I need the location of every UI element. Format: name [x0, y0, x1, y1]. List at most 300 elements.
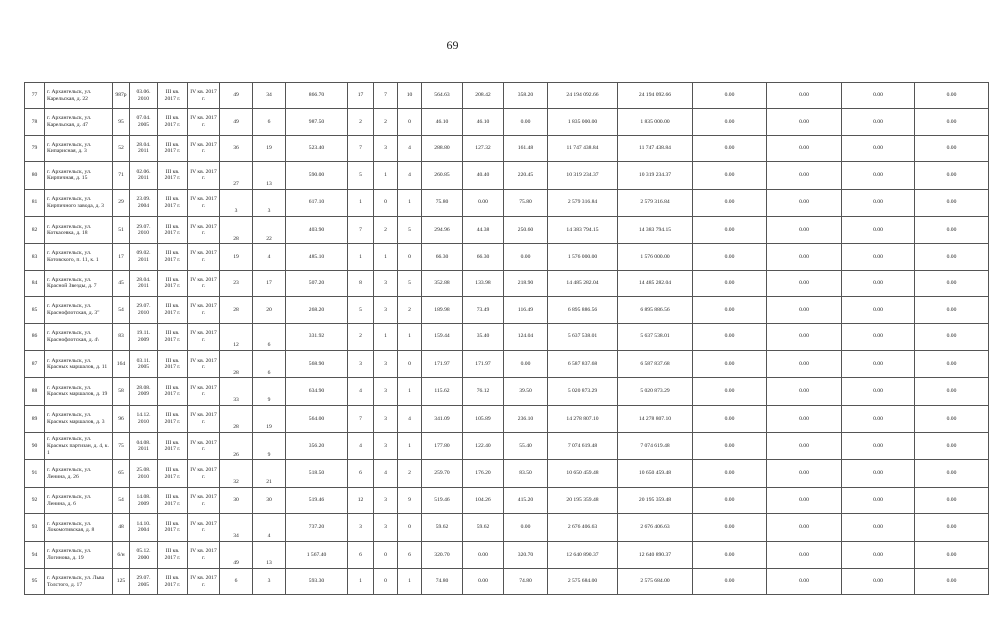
cell-date: 28.04. 2011	[130, 270, 158, 296]
cell-a2: 44.38	[463, 216, 504, 243]
cell-v2: 30	[253, 487, 286, 513]
table-row	[25, 135, 989, 161]
cell-a2: 35.40	[463, 323, 504, 350]
cell-z4: 0.00	[915, 569, 989, 595]
cell-r3: 6	[398, 541, 422, 568]
cell-a1: 288.80	[422, 135, 463, 161]
cell-a3: 74.80	[504, 569, 548, 595]
cell-z2: 0.00	[767, 514, 842, 541]
cell-z1: 0.00	[693, 244, 767, 270]
cell-v2: 22	[253, 216, 286, 243]
cell-z1: 0.00	[693, 405, 767, 432]
cell-r3: 1	[398, 378, 422, 405]
cell-r1: 4	[348, 433, 374, 460]
cell-q1: III кв. 2017 г.	[158, 216, 188, 243]
cell-v2: 6	[253, 323, 286, 350]
cell-s1: 6 587 837.68	[548, 350, 618, 377]
cell-z2: 0.00	[767, 109, 842, 135]
cell-n: 78	[25, 109, 45, 135]
cell-a1: 46.10	[422, 109, 463, 135]
cell-n: 93	[25, 514, 45, 541]
table-row	[25, 162, 989, 189]
cell-a3: 39.50	[504, 378, 548, 405]
cell-z4: 0.00	[915, 541, 989, 568]
cell-addr: г. Архангельск, ул. Льва Толстого, д. 17	[45, 569, 113, 595]
cell-a2: 105.89	[463, 405, 504, 432]
cell-q1: III кв. 2017 г.	[158, 433, 188, 460]
cell-s1: 2 575 684.00	[548, 569, 618, 595]
cell-n: 89	[25, 405, 45, 432]
cell-c3: 987р	[113, 83, 130, 109]
cell-q1: III кв. 2017 г.	[158, 487, 188, 513]
cell-s1: 10 650 459.48	[548, 460, 618, 487]
cell-c3: 58	[113, 378, 130, 405]
cell-addr: г. Архангельск, ул. Котовского, п. 11, к. 1	[45, 244, 113, 270]
cell-r3: 1	[398, 569, 422, 595]
cell-z1: 0.00	[693, 270, 767, 296]
cell-r1: 7	[348, 216, 374, 243]
cell-z3: 0.00	[842, 405, 915, 432]
cell-q1: III кв. 2017 г.	[158, 569, 188, 595]
cell-q2: IV кв. 2017 г.	[188, 433, 220, 460]
cell-r1: 7	[348, 135, 374, 161]
cell-area: 568.90	[286, 350, 348, 377]
cell-z4: 0.00	[915, 135, 989, 161]
cell-area: 617.10	[286, 189, 348, 216]
cell-c3: 54	[113, 297, 130, 323]
cell-a3: 218.90	[504, 270, 548, 296]
cell-c3: 164	[113, 350, 130, 377]
cell-a2: 0.00	[463, 569, 504, 595]
table-row	[25, 270, 989, 296]
cell-r2: 1	[374, 162, 398, 189]
cell-s2: 6 895 886.56	[618, 297, 693, 323]
cell-r2: 4	[374, 460, 398, 487]
cell-addr: г. Архангельск, ул. Красных маршалов, д. 11	[45, 350, 113, 377]
cell-r1: 1	[348, 569, 374, 595]
cell-s2: 2 676 406.63	[618, 514, 693, 541]
cell-s2: 24 194 092.66	[618, 83, 693, 109]
cell-z4: 0.00	[915, 460, 989, 487]
cell-addr: г. Архангельск, ул. Ленина, д. 6	[45, 487, 113, 513]
cell-q2: IV кв. 2017 г.	[188, 541, 220, 568]
cell-a1: 260.85	[422, 162, 463, 189]
cell-z3: 0.00	[842, 433, 915, 460]
cell-c3: 48	[113, 514, 130, 541]
cell-z3: 0.00	[842, 270, 915, 296]
cell-r1: 6	[348, 541, 374, 568]
cell-z4: 0.00	[915, 216, 989, 243]
cell-z3: 0.00	[842, 162, 915, 189]
cell-q2: IV кв. 2017 г.	[188, 460, 220, 487]
cell-r3: 0	[398, 244, 422, 270]
cell-addr: г. Архангельск, ул. Красных маршалов, д. 19	[45, 378, 113, 405]
cell-z2: 0.00	[767, 162, 842, 189]
cell-a2: 46.10	[463, 109, 504, 135]
cell-q1: III кв. 2017 г.	[158, 460, 188, 487]
cell-r2: 3	[374, 350, 398, 377]
cell-c3: 51	[113, 216, 130, 243]
table-row	[25, 487, 989, 513]
cell-c3: 29	[113, 189, 130, 216]
cell-r3: 5	[398, 216, 422, 243]
cell-r2: 3	[374, 487, 398, 513]
cell-s1: 2 579 316.84	[548, 189, 618, 216]
table-row	[25, 297, 989, 323]
cell-a3: 0.00	[504, 109, 548, 135]
cell-s1: 12 640 890.37	[548, 541, 618, 568]
cell-s2: 5 637 538.01	[618, 323, 693, 350]
cell-z3: 0.00	[842, 83, 915, 109]
cell-r3: 5	[398, 270, 422, 296]
cell-s2: 6 587 837.68	[618, 350, 693, 377]
cell-s1: 6 895 886.56	[548, 297, 618, 323]
cell-r3: 4	[398, 405, 422, 432]
cell-a1: 259.70	[422, 460, 463, 487]
cell-v1: 3	[220, 189, 253, 216]
table-row	[25, 323, 989, 350]
cell-q2: IV кв. 2017 г.	[188, 83, 220, 109]
cell-area: 485.10	[286, 244, 348, 270]
cell-z3: 0.00	[842, 244, 915, 270]
cell-q1: III кв. 2017 г.	[158, 270, 188, 296]
cell-q2: IV кв. 2017 г.	[188, 323, 220, 350]
cell-addr: г. Архангельск, ул. Красных партизан, д. 4, к. 1	[45, 433, 113, 460]
cell-a3: 250.60	[504, 216, 548, 243]
cell-s2: 11 747 438.84	[618, 135, 693, 161]
cell-z1: 0.00	[693, 297, 767, 323]
cell-area: 507.20	[286, 270, 348, 296]
cell-q2: IV кв. 2017 г.	[188, 189, 220, 216]
cell-q1: III кв. 2017 г.	[158, 323, 188, 350]
cell-z2: 0.00	[767, 189, 842, 216]
cell-s1: 14 383 794.15	[548, 216, 618, 243]
cell-v2: 13	[253, 541, 286, 568]
cell-z1: 0.00	[693, 83, 767, 109]
cell-z2: 0.00	[767, 433, 842, 460]
cell-date: 14.10. 2004	[130, 514, 158, 541]
cell-z3: 0.00	[842, 487, 915, 513]
cell-a3: 55.40	[504, 433, 548, 460]
cell-q1: III кв. 2017 г.	[158, 244, 188, 270]
cell-v2: 9	[253, 378, 286, 405]
cell-z1: 0.00	[693, 541, 767, 568]
cell-a1: 352.88	[422, 270, 463, 296]
table-row	[25, 514, 989, 541]
cell-addr: г. Архангельск, ул. Ленина, д. 26	[45, 460, 113, 487]
cell-r3: 4	[398, 162, 422, 189]
cell-s1: 7 074 619.48	[548, 433, 618, 460]
cell-a2: 59.62	[463, 514, 504, 541]
cell-v2: 4	[253, 244, 286, 270]
cell-c3: 71	[113, 162, 130, 189]
cell-q2: IV кв. 2017 г.	[188, 162, 220, 189]
cell-r2: 0	[374, 569, 398, 595]
cell-a1: 294.96	[422, 216, 463, 243]
cell-addr: г. Архангельск, ул. Красных маршалов, д. 3	[45, 405, 113, 432]
cell-a1: 189.98	[422, 297, 463, 323]
cell-c3: 75	[113, 433, 130, 460]
table-row	[25, 460, 989, 487]
cell-a2: 76.12	[463, 378, 504, 405]
cell-addr: г. Архангельск, ул. Кирпичного завода, д. 3	[45, 189, 113, 216]
table-row	[25, 189, 989, 216]
cell-s1: 5 020 873.29	[548, 378, 618, 405]
cell-a2: 0.00	[463, 189, 504, 216]
cell-addr: г. Архангельск, ул. Кипарисная, д. 3	[45, 135, 113, 161]
cell-q2: IV кв. 2017 г.	[188, 405, 220, 432]
cell-z4: 0.00	[915, 189, 989, 216]
cell-date: 14.08. 2009	[130, 487, 158, 513]
cell-z4: 0.00	[915, 83, 989, 109]
cell-s1: 10 319 234.37	[548, 162, 618, 189]
cell-a1: 519.46	[422, 487, 463, 513]
cell-z2: 0.00	[767, 405, 842, 432]
cell-area: 634.90	[286, 378, 348, 405]
cell-a3: 83.50	[504, 460, 548, 487]
cell-r1: 17	[348, 83, 374, 109]
cell-date: 07.04. 2005	[130, 109, 158, 135]
cell-v2: 6	[253, 109, 286, 135]
cell-addr: г. Архангельск, ул. Карельская, д. 47	[45, 109, 113, 135]
cell-date: 19.11. 2009	[130, 323, 158, 350]
cell-r1: 1	[348, 189, 374, 216]
cell-q1: III кв. 2017 г.	[158, 297, 188, 323]
table-row	[25, 350, 989, 377]
cell-a3: 220.45	[504, 162, 548, 189]
cell-area: 331.92	[286, 323, 348, 350]
cell-r2: 3	[374, 433, 398, 460]
cell-a2: 0.00	[463, 541, 504, 568]
cell-a2: 66.30	[463, 244, 504, 270]
cell-s2: 5 020 873.29	[618, 378, 693, 405]
cell-r3: 1	[398, 433, 422, 460]
cell-v2: 13	[253, 162, 286, 189]
cell-r2: 3	[374, 378, 398, 405]
cell-s1: 5 637 538.01	[548, 323, 618, 350]
cell-date: 05.12. 2000	[130, 541, 158, 568]
cell-r2: 0	[374, 541, 398, 568]
cell-a2: 133.98	[463, 270, 504, 296]
cell-z3: 0.00	[842, 189, 915, 216]
cell-a1: 66.30	[422, 244, 463, 270]
cell-q2: IV кв. 2017 г.	[188, 487, 220, 513]
table-row	[25, 405, 989, 432]
cell-v1: 28	[220, 405, 253, 432]
cell-z2: 0.00	[767, 83, 842, 109]
cell-r1: 7	[348, 405, 374, 432]
cell-addr: г. Архангельск, ул. Краснофлотская, д. 4\	[45, 323, 113, 350]
cell-date: 29.07. 2005	[130, 569, 158, 595]
cell-r2: 2	[374, 216, 398, 243]
cell-n: 77	[25, 83, 45, 109]
cell-q1: III кв. 2017 г.	[158, 189, 188, 216]
cell-s2: 10 650 459.48	[618, 460, 693, 487]
cell-z3: 0.00	[842, 297, 915, 323]
cell-s2: 1 576 000.00	[618, 244, 693, 270]
cell-s2: 1 835 000.00	[618, 109, 693, 135]
cell-r2: 3	[374, 514, 398, 541]
cell-r2: 3	[374, 297, 398, 323]
cell-z4: 0.00	[915, 514, 989, 541]
cell-a1: 564.63	[422, 83, 463, 109]
cell-r3: 1	[398, 189, 422, 216]
cell-r3: 4	[398, 135, 422, 161]
cell-z3: 0.00	[842, 323, 915, 350]
cell-v1: 27	[220, 162, 253, 189]
cell-r1: 12	[348, 487, 374, 513]
cell-s2: 14 383 794.15	[618, 216, 693, 243]
cell-z3: 0.00	[842, 541, 915, 568]
cell-q1: III кв. 2017 г.	[158, 541, 188, 568]
cell-z2: 0.00	[767, 460, 842, 487]
cell-q1: III кв. 2017 г.	[158, 350, 188, 377]
cell-v2: 3	[253, 569, 286, 595]
cell-c3: 83	[113, 323, 130, 350]
cell-q2: IV кв. 2017 г.	[188, 297, 220, 323]
cell-z2: 0.00	[767, 487, 842, 513]
table-row	[25, 569, 989, 595]
cell-n: 86	[25, 323, 45, 350]
cell-r3: 2	[398, 460, 422, 487]
cell-date: 28.04. 2011	[130, 135, 158, 161]
cell-s2: 2 579 316.84	[618, 189, 693, 216]
cell-r3: 0	[398, 514, 422, 541]
cell-r2: 7	[374, 83, 398, 109]
cell-area: 737.20	[286, 514, 348, 541]
cell-c3: 95	[113, 109, 130, 135]
cell-r1: 5	[348, 162, 374, 189]
cell-r2: 3	[374, 135, 398, 161]
cell-z1: 0.00	[693, 189, 767, 216]
cell-z4: 0.00	[915, 350, 989, 377]
cell-z1: 0.00	[693, 378, 767, 405]
cell-a2: 127.32	[463, 135, 504, 161]
housing-table	[24, 82, 989, 595]
cell-r2: 3	[374, 270, 398, 296]
cell-q2: IV кв. 2017 г.	[188, 514, 220, 541]
cell-r1: 3	[348, 350, 374, 377]
cell-v1: 49	[220, 109, 253, 135]
cell-z4: 0.00	[915, 109, 989, 135]
cell-area: 987.50	[286, 109, 348, 135]
cell-v1: 26	[220, 433, 253, 460]
cell-z1: 0.00	[693, 514, 767, 541]
cell-z1: 0.00	[693, 323, 767, 350]
cell-a1: 74.80	[422, 569, 463, 595]
cell-z2: 0.00	[767, 541, 842, 568]
cell-z2: 0.00	[767, 216, 842, 243]
cell-date: 23.09. 2004	[130, 189, 158, 216]
cell-a1: 171.97	[422, 350, 463, 377]
cell-date: 03.11. 2005	[130, 350, 158, 377]
cell-area: 518.50	[286, 460, 348, 487]
cell-a2: 40.40	[463, 162, 504, 189]
cell-v1: 36	[220, 135, 253, 161]
page-number: 69	[446, 38, 459, 52]
cell-z3: 0.00	[842, 109, 915, 135]
cell-z2: 0.00	[767, 135, 842, 161]
cell-v2: 9	[253, 433, 286, 460]
cell-c3: 96	[113, 405, 130, 432]
cell-s1: 1 576 000.00	[548, 244, 618, 270]
cell-c3: 6/н	[113, 541, 130, 568]
cell-s2: 12 640 890.37	[618, 541, 693, 568]
cell-v1: 28	[220, 297, 253, 323]
cell-a1: 115.62	[422, 378, 463, 405]
cell-addr: г. Архангельск, ул. Коткасевка, д. 18	[45, 216, 113, 243]
cell-addr: г. Архангельск, ул. Краснофлотская, д. 3"	[45, 297, 113, 323]
cell-v1: 23	[220, 270, 253, 296]
cell-date: 28.08. 2009	[130, 378, 158, 405]
cell-a3: 236.10	[504, 405, 548, 432]
cell-r2: 1	[374, 323, 398, 350]
cell-v2: 4	[253, 514, 286, 541]
cell-z1: 0.00	[693, 569, 767, 595]
cell-v1: 34	[220, 514, 253, 541]
cell-v2: 21	[253, 460, 286, 487]
cell-z4: 0.00	[915, 162, 989, 189]
cell-area: 866.70	[286, 83, 348, 109]
cell-q2: IV кв. 2017 г.	[188, 270, 220, 296]
cell-a3: 116.49	[504, 297, 548, 323]
cell-v2: 19	[253, 405, 286, 432]
cell-z2: 0.00	[767, 569, 842, 595]
cell-s2: 14 485 282.04	[618, 270, 693, 296]
cell-r2: 1	[374, 244, 398, 270]
cell-q2: IV кв. 2017 г.	[188, 569, 220, 595]
cell-s2: 7 074 619.48	[618, 433, 693, 460]
cell-z3: 0.00	[842, 460, 915, 487]
cell-s1: 1 835 000.00	[548, 109, 618, 135]
cell-z2: 0.00	[767, 323, 842, 350]
cell-q2: IV кв. 2017 г.	[188, 244, 220, 270]
cell-a3: 161.48	[504, 135, 548, 161]
cell-v1: 32	[220, 460, 253, 487]
cell-r1: 2	[348, 323, 374, 350]
cell-addr: г. Архангельск, ул. Локомотивская, д. 8	[45, 514, 113, 541]
table-row	[25, 541, 989, 568]
cell-n: 87	[25, 350, 45, 377]
cell-q1: III кв. 2017 г.	[158, 135, 188, 161]
cell-a3: 0.00	[504, 514, 548, 541]
cell-z1: 0.00	[693, 460, 767, 487]
cell-z3: 0.00	[842, 569, 915, 595]
cell-date: 29.07. 2010	[130, 297, 158, 323]
cell-q1: III кв. 2017 г.	[158, 378, 188, 405]
cell-a1: 75.80	[422, 189, 463, 216]
cell-v1: 19	[220, 244, 253, 270]
cell-r1: 8	[348, 270, 374, 296]
cell-s1: 2 676 406.63	[548, 514, 618, 541]
cell-date: 09.02. 2011	[130, 244, 158, 270]
cell-v2: 3	[253, 189, 286, 216]
cell-a2: 104.26	[463, 487, 504, 513]
cell-a1: 341.09	[422, 405, 463, 432]
cell-area: 1 567.40	[286, 541, 348, 568]
cell-v2: 17	[253, 270, 286, 296]
cell-c3: 45	[113, 270, 130, 296]
cell-z3: 0.00	[842, 135, 915, 161]
cell-r3: 1	[398, 323, 422, 350]
cell-v2: 19	[253, 135, 286, 161]
cell-r3: 2	[398, 297, 422, 323]
cell-addr: г. Архангельск, ул. Карельская, д. 22	[45, 83, 113, 109]
cell-z1: 0.00	[693, 162, 767, 189]
table-row	[25, 433, 989, 460]
cell-r1: 2	[348, 109, 374, 135]
cell-area: 564.00	[286, 405, 348, 432]
